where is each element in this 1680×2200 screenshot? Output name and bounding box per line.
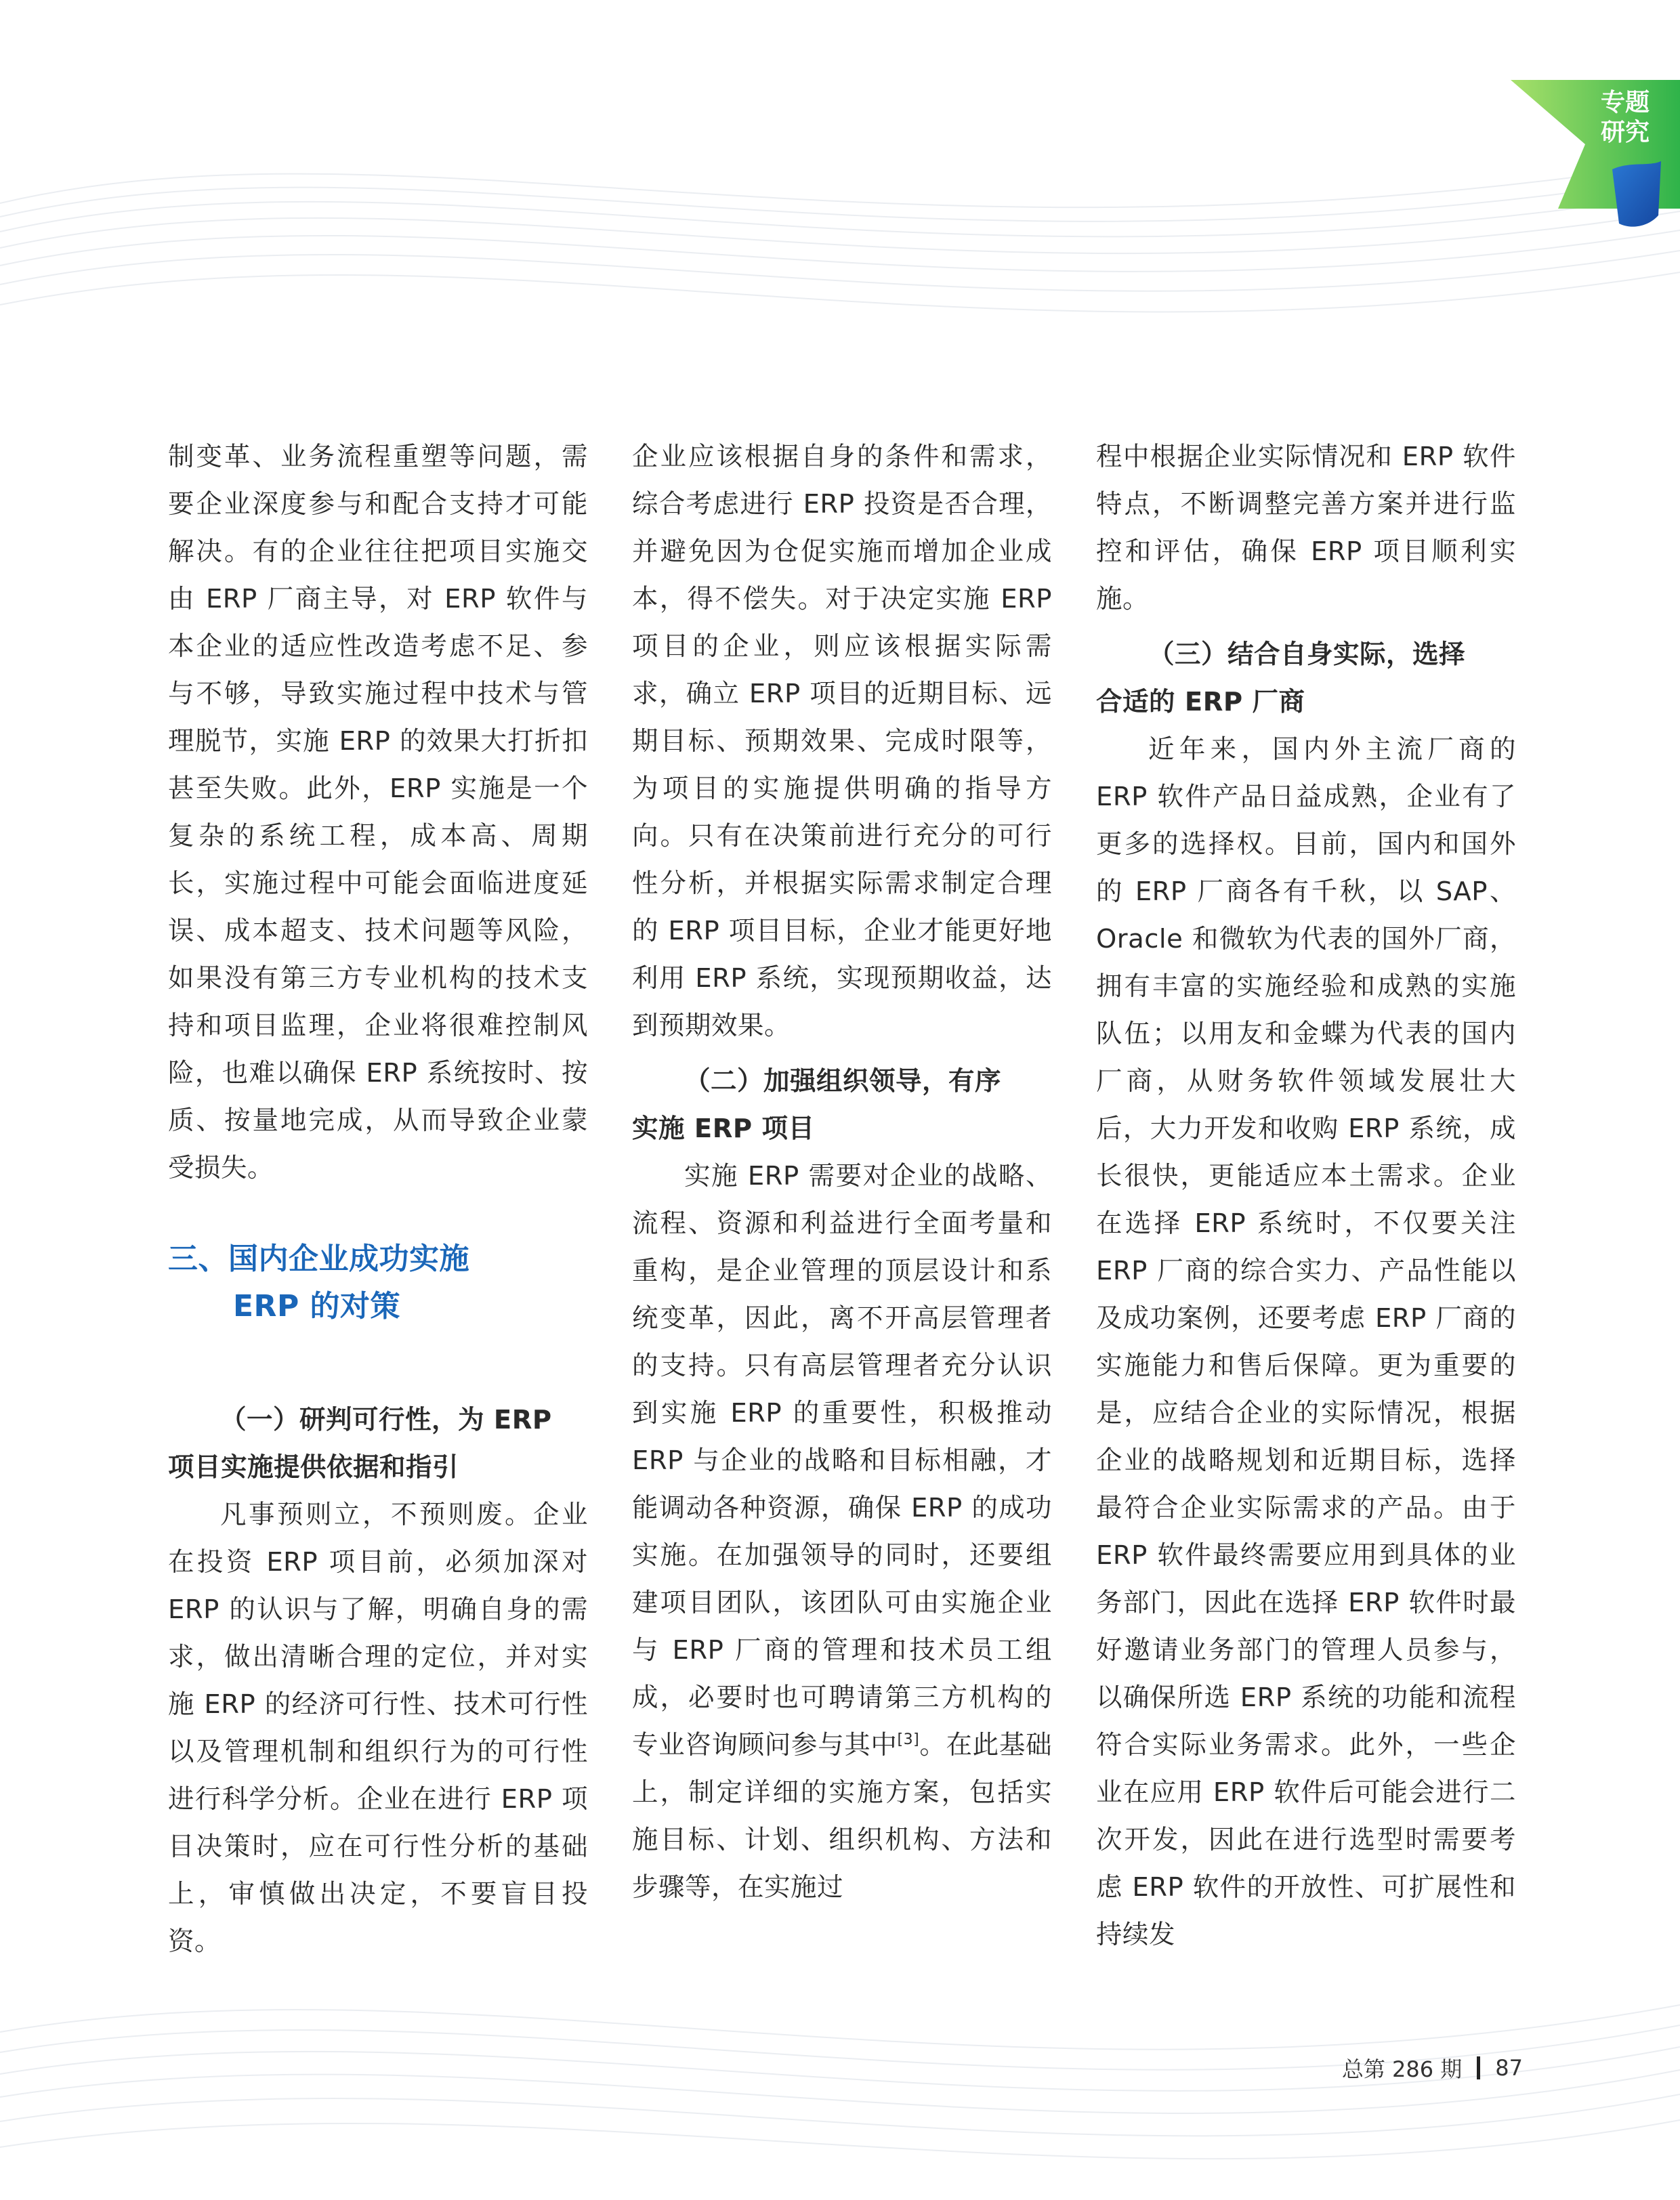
paragraph: 近年来，国内外主流厂商的 ERP 软件产品日益成熟，企业有了更多的选择权。目前，国内和国外的 ERP 厂商各有千秋，以 SAP、Oracle 和微软为代表的国外厂商，拥有丰富的实施经验和成熟的实施队伍；以用友和金蝶为代表的国内厂商，从财务软件领域发展壮大后，大力开发和收购 ERP 系统，成长很快，更能适应本土需求。企业在选择 ERP 系统时，不仅要关注 ERP 厂商的综合实力、产品性能以及成功案例，还要考虑 ERP 厂商的实施能力和售后保障。更为重要的是，应结合企业的实际情况，根据企业的战略规划和近期目标，选择最符合企业实际需求的产品。由于 ERP 软件最终需要应用到具体的业务部门，因此在选择 ERP 软件时最好邀请业务部门的管理人员参与，以确保所选 ERP 系统的功能和流程符合实际业务需求。此外，一些企业在应用 ERP 软件后可能会进行二次开发，因此在进行选型时需要考虑 ERP 软件的开放性、可扩展性和持续发 [1096, 734, 1516, 1950]
subheading-2-line2: 实施 ERP 项目 [632, 1114, 815, 1144]
article-column-3 [1096, 433, 1516, 1959]
section-title [168, 1235, 588, 1330]
subheading-1-line2: 项目实施提供依据和指引 [168, 1452, 459, 1483]
section-title-line1: 三、国内企业成功实施 [168, 1242, 469, 1276]
paragraph: 程中根据企业实际情况和 ERP 软件特点，不断调整完善方案并进行监控和评估，确保 ERP 项目顺利实施。 [1096, 442, 1516, 614]
category-tag-line2: 研究 [1600, 119, 1650, 146]
paragraph [632, 1153, 1052, 1911]
section-title-line2: ERP 的对策 [233, 1289, 401, 1324]
article-column-2 [632, 433, 1052, 1911]
issue-number: 总第 286 期 [1341, 2056, 1463, 2082]
reference-citation: [3] [897, 1731, 920, 1749]
subheading-3-line2: 合适的 ERP 厂商 [1096, 687, 1305, 717]
subheading-3 [1096, 631, 1516, 726]
paragraph-text: 。在此基础上，制定详细的实施方案，包括实施目标、计划、组织机构、方法和步骤等，在实施过 [632, 1730, 1052, 1903]
page-footer [1342, 2052, 1523, 2083]
subheading-3-line1: （三）结合自身实际，选择 [1148, 639, 1466, 670]
paragraph: 企业应该根据自身的条件和需求，综合考虑进行 ERP 投资是否合理，并避免因为仓促实施而增加企业成本，得不偿失。对于决定实施 ERP 项目的企业，则应该根据实际需求，确立 ERP 项目的近期目标、远期目标、预期效果、完成时限等，为项目的实施提供明确的指导方向。只有在决策前进行充分的可行性分析，并根据实际需求制定合理的 ERP 项目目标，企业才能更好地利用 ERP 系统，实现预期收益，达到预期效果。 [632, 442, 1052, 1041]
category-tag [1595, 88, 1656, 148]
category-tag-line1: 专题 [1600, 89, 1650, 117]
paragraph-text: 实施 ERP 需要对企业的战略、流程、资源和利益进行全面考量和重构，是企业管理的顶层设计和系统变革，因此，离不开高层管理者的支持。只有高层管理者充分认识到实施 ERP 的重要性，积极推动 ERP 与企业的战略和目标相融，才能调动各种资源，确保 ERP 的成功实施。在加强领导的同时，还要组建项目团队，该团队可由实施企业与 ERP 厂商的管理和技术员工组成，必要时也可聘请第三方机构的专业咨询顾问参与其中 [632, 1161, 1052, 1760]
subheading-1-line1: （一）研判可行性，为 ERP [220, 1405, 552, 1435]
subheading-2 [632, 1058, 1052, 1153]
subheading-1 [168, 1397, 588, 1492]
footer-divider [1477, 2056, 1480, 2079]
paragraph: 凡事预则立，不预则废。企业在投资 ERP 项目前，必须加深对 ERP 的认识与了解，明确自身的需求，做出清晰合理的定位，并对实施 ERP 的经济可行性、技术可行性以及管理机制和组织行为的可行性进行科学分析。企业在进行 ERP 项目决策时，应在可行性分析的基础上，审慎做出决定，不要盲目投资。 [168, 1500, 588, 1957]
subheading-2-line1: （二）加强组织领导，有序 [684, 1066, 1002, 1097]
page-number: 87 [1495, 2055, 1523, 2081]
article-column-1 [168, 433, 588, 1966]
paragraph: 制变革、业务流程重塑等问题，需要企业深度参与和配合支持才可能解决。有的企业往往把项目实施交由 ERP 厂商主导，对 ERP 软件与本企业的适应性改造考虑不足、参与不够，导致实施过程中技术与管理脱节，实施 ERP 的效果大打折扣甚至失败。此外，ERP 实施是一个复杂的系统工程，成本高、周期长，实施过程中可能会面临进度延误、成本超支、技术问题等风险，如果没有第三方专业机构的技术支持和项目监理，企业将很难控制风险，也难以确保 ERP 系统按时、按质、按量地完成，从而导致企业蒙受损失。 [168, 442, 588, 1183]
